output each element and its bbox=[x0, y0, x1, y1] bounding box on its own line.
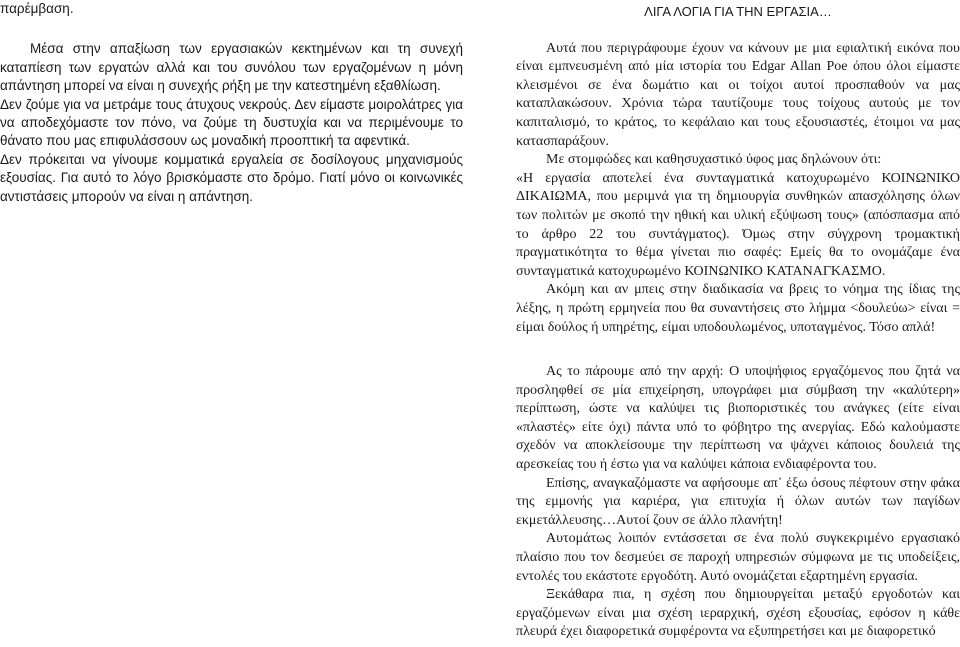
right-paragraph-7: Αυτομάτως λοιπόν εντάσσεται σε ένα πολύ συγκεκριμένο εργασιακό πλαίσιο που τον δεσμεύει σε παροχή υπηρεσιών σύμφωνα με τις υποδείξεις, εντολές του εκάστοτε εργοδότη. Αυτό ονομάζεται εξαρτημένη εργασία. bbox=[516, 531, 960, 584]
right-paragraph-1: Αυτά που περιγράφουμε έχουν να κάνουν με μια εφιαλτική εικόνα που είναι εμπνευσμένη από μία ιστορία του Edgar Allan Poe όπου όλοι είμαστε κλεισμένοι σε ένα δωμάτιο και οι τοίχοι αυτοί προσπαθούν να μας καταπλακώσουν. Χρόνια τώρα ταυτίζουμε τους τοίχους αυτούς με τον καπιταλισμό, το κράτος, το κεφάλαιο και τους εξουσιαστές, έτοιμοι να μας κατασπαράξουν. bbox=[516, 40, 960, 149]
section-heading: ΛΙΓΑ ΛΟΓΙΑ ΓΙΑ ΤΗΝ ΕΡΓΑΣΙΑ… bbox=[644, 4, 832, 19]
left-column bbox=[0, 0, 463, 206]
right-paragraph-4: Ακόμη και αν μπεις στην διαδικασία να βρεις το νόημα της ίδιας της λέξης, η πρώτη ερμηνεία που θα συναντήσεις στο λήμμα <δουλεύω> είναι = είμαι δούλος ή υπηρέτης, είμαι υποδουλωμένος, υποταγμένος. Τόσο απλά! bbox=[516, 282, 960, 335]
right-column bbox=[516, 0, 960, 642]
left-paragraph-3: Δεν ζούμε για να μετράμε τους άτυχους νεκρούς. Δεν είμαστε μοιρολάτρες για να αποδεχόμαστε τον πόνο, να ζούμε τη δυστυχία και να περιμένουμε το θάνατο που μας επιφυλάσσουν ως μοναδική προοπτική τα αφεντικά. bbox=[0, 96, 463, 149]
spacer bbox=[0, 18, 463, 40]
spacer bbox=[516, 22, 960, 40]
left-paragraph-2: Μέσα στην απαξίωση των εργασιακών κεκτημένων και τη συνεχή καταπίεση των εργατών αλλά και του συνόλου των εργαζομένων η μόνη απάντηση μπορεί να είναι η συνεχής ρήξη με την κατεστημένη εξαθλίωση. bbox=[0, 41, 463, 94]
right-paragraph-6: Επίσης, αναγκαζόμαστε να αφήσουμε απ᾽ έξω όσους πέφτουν στην φάκα της εμμονής για καριέρα, για επιτυχία ή όλων αυτών των παγίδων εκμετάλλευσης…Αυτοί ζουν σε άλλο πλανήτη! bbox=[516, 475, 960, 528]
right-paragraph-5: Ας το πάρουμε από την αρχή: Ο υποψήφιος εργαζόμενος που ζητά να προσληφθεί σε μία επιχείρηση, υπογράφει μια σύμβαση την «καλύτερη» περίπτωση, ώστε να καλύψει τις βιοποριστικές του ανάγκες (είτε είναι «πλαστές» είτε όχι) πάντα υπό το φόβητρο της ανεργίας. Εδώ καλούμαστε σχεδόν να αποκλείσουμε την περίπτωση να ψάχνει κάποιος δουλειά της αρεσκείας του ή έστω για να καλύψει κάποια ενδιαφέροντα του. bbox=[516, 364, 960, 473]
right-paragraph-2: Με στομφώδες και καθησυχαστικό ύφος μας δηλώνουν ότι: bbox=[546, 152, 882, 168]
spacer bbox=[516, 337, 960, 363]
right-paragraph-8: Ξεκάθαρα πια, η σχέση που δημιουργείται μεταξύ εργοδοτών και εργαζόμενων είναι μια σχέση ιεραρχική, σχέση εξουσίας, εφόσον η κάθε πλευρά έχει διαφορετικά συμφέροντα να εξυπηρετήσει και με διαφορετικό bbox=[516, 587, 960, 640]
right-paragraph-3: «Η εργασία αποτελεί ένα συνταγματικά κατοχυρωμένο ΚΟΙΝΩΝΙΚΟ ΔΙΚΑΙΩΜΑ, που μεριμνά για τη δημιουργία συνθηκών απασχόλησης όλων των πολιτών με σκοπό την ηθική και υλική εξύψωση τους» (απόσπασμα από το άρθρο 22 του συντάγματος). Όμως στην σύγχρονη τρομακτική πραγματικότητα το θέμα γίνεται πιο σαφές: Εμείς θα το ονομάζαμε ένα συνταγματικά κατοχυρωμένο ΚΟΙΝΩΝΙΚΟ ΚΑΤΑΝΑΓΚΑΣΜΟ. bbox=[516, 170, 960, 279]
left-paragraph-1: παρέμβαση. bbox=[0, 1, 74, 16]
left-paragraph-4: Δεν πρόκειται να γίνουμε κομματικά εργαλεία σε δοσίλογους μηχανισμούς εξουσίας. Για αυτό το λόγο βρισκόμαστε στο δρόμο. Γιατί μόνο οι κοινωνικές αντιστάσεις μπορούν να είναι η απάντηση. bbox=[0, 151, 463, 204]
